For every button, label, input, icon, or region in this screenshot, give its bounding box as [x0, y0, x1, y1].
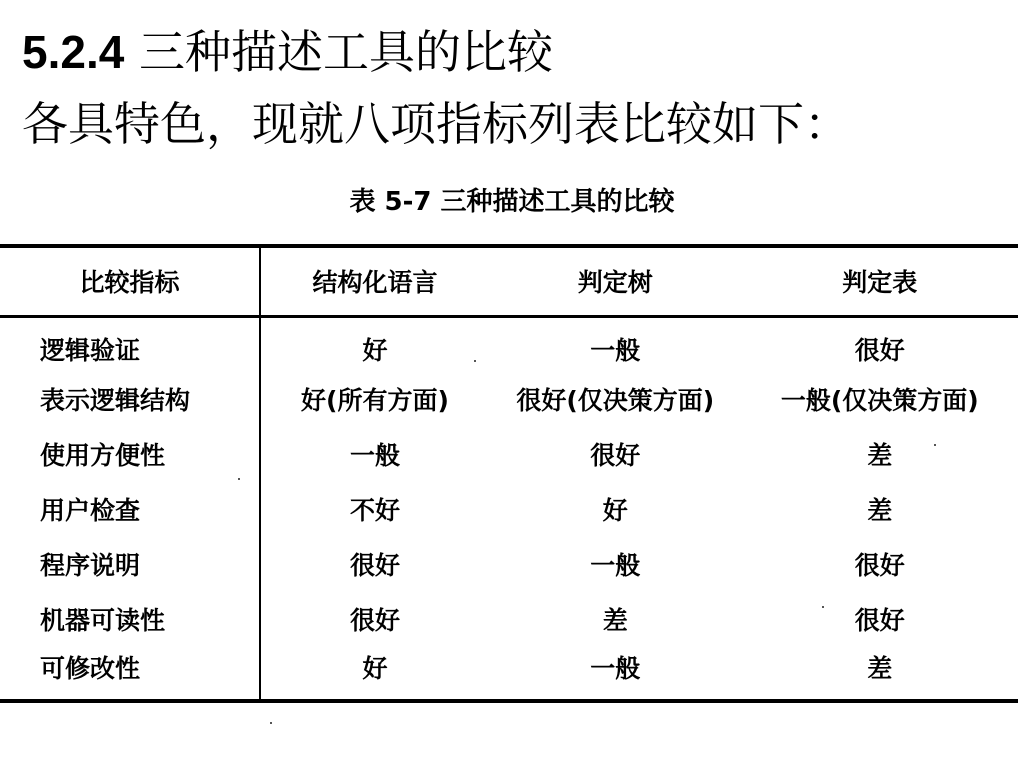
table-row [0, 536, 1018, 591]
row-label: 程序说明 [0, 536, 260, 591]
section-number: 5.2.4 [22, 26, 125, 78]
table-cell: 差 [602, 605, 628, 635]
section-title: 三种描述工具的比较 [138, 25, 553, 79]
table-row [0, 646, 1018, 701]
row-label: 表示逻辑结构 [0, 371, 260, 426]
table-row [0, 371, 1018, 426]
table-cell: 差 [742, 646, 1018, 701]
comparison-table [0, 244, 1018, 703]
scan-speck [270, 722, 272, 724]
table-row [0, 316, 1018, 371]
table-row [0, 426, 1018, 481]
scan-speck [934, 444, 936, 446]
table-cell: 差 [867, 495, 893, 525]
table-cell: 一般 [590, 335, 641, 365]
table-caption: 表 5-7 三种描述工具的比较 [349, 187, 675, 217]
table-cell: 很好(仅决策方面) [516, 385, 715, 415]
table-cell: 很好 [854, 550, 905, 580]
table-cell: 很好 [854, 605, 905, 635]
scan-speck [474, 360, 476, 362]
row-label: 逻辑验证 [0, 316, 260, 371]
table-cell: 很好 [854, 335, 905, 365]
table-header-row [0, 246, 1018, 316]
row-label: 机器可读性 [0, 591, 260, 646]
table-cell: 很好 [349, 605, 400, 635]
column-header-decision-tree: 判定树 [489, 246, 742, 316]
table-cell: 好(所有方面) [301, 385, 449, 415]
table-cell: 好 [602, 495, 628, 525]
table-cell: 一般 [489, 646, 742, 701]
table-cell: 好 [260, 646, 489, 701]
table-cell: 差 [867, 440, 893, 470]
table-cell: 一般 [590, 550, 641, 580]
scan-speck [238, 478, 240, 480]
intro-text: 各具特色，现就八项指标列表比较如下： [22, 97, 850, 151]
scan-speck [822, 606, 824, 608]
column-header-structured-language: 结构化语言 [260, 246, 489, 316]
table-cell: 好 [362, 335, 388, 365]
row-label: 用户检查 [0, 481, 260, 536]
row-label: 可修改性 [0, 646, 260, 701]
section-heading [22, 22, 553, 82]
table-cell: 很好 [349, 550, 400, 580]
column-header-metric: 比较指标 [0, 246, 260, 316]
column-header-decision-table: 判定表 [742, 246, 1018, 316]
table-cell: 很好 [590, 440, 641, 470]
table-row [0, 481, 1018, 536]
table-cell: 不好 [349, 495, 400, 525]
table-cell: 一般(仅决策方面) [780, 385, 979, 415]
row-label: 使用方便性 [0, 426, 260, 481]
table-cell: 一般 [349, 440, 400, 470]
table-row [0, 591, 1018, 646]
